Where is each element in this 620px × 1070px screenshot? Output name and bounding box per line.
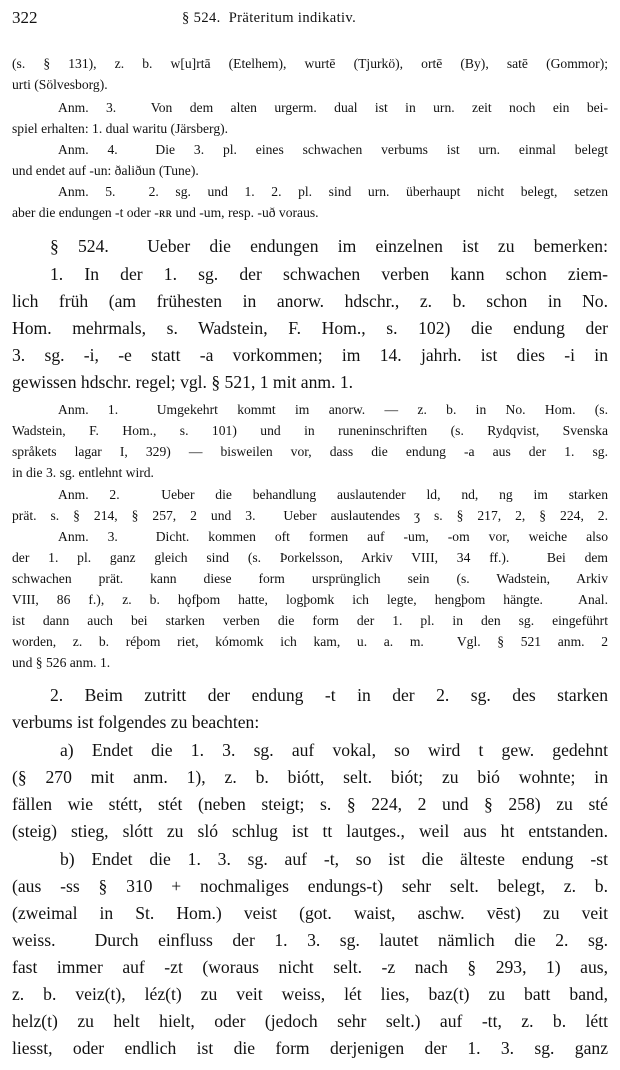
- running-title: § 524. Präteritum indikativ.: [182, 10, 357, 26]
- text-line: Anm. 3. Dicht. kommen oft formen auf -um, -om vor, weiche also: [58, 529, 608, 544]
- text-line: Anm. 5. 2. sg. und 1. 2. pl. sind urn. überhaupt nicht belegt, setzen: [58, 184, 608, 199]
- text-line: worden, z. b. réþom riet, kómomk ich kam, u. a. m. Vgl. § 521 anm. 2: [12, 634, 608, 649]
- text-line: § 524. Ueber die endungen im einzelnen ist zu bemerken:: [50, 236, 608, 256]
- text-line: Wadstein, F. Hom., s. 101) und in runeninschriften (s. Rydqvist, Svenska: [12, 423, 608, 438]
- text-line: 1. In der 1. sg. der schwachen verben kann schon ziem-: [50, 264, 608, 284]
- text-line: fällen wie stétt, stét (neben steigt; s. § 224, 2 und § 258) zu sté: [12, 794, 608, 814]
- text-line: (s. § 131), z. b. w[u]rtā (Etelhem), wurtē (Tjurkö), ortē (By), satē (Gommor);: [12, 56, 608, 71]
- text-line: 3. sg. -i, -e statt -a vorkommen; im 14. jahrh. ist dies -i in: [12, 345, 608, 365]
- text-line: (steig) stieg, slótt zu sló schlug ist tt lautges., weil aus ht entstanden.: [12, 821, 608, 841]
- text-line: gewissen hdschr. regel; vgl. § 521, 1 mit anm. 1.: [12, 372, 354, 392]
- text-line: (§ 270 mit anm. 1), z. b. biótt, selt. biót; zu bió wohnte; in: [12, 767, 608, 787]
- text-line: und endet auf -un: ðaliðun (Tune).: [12, 163, 199, 178]
- text-line: (aus -ss § 310 + nochmaliges endungs-t) sehr selt. belegt, z. b.: [12, 876, 608, 896]
- text-line: fast immer auf -zt (woraus nicht selt. -z nach § 293, 1) aus,: [12, 957, 608, 977]
- text-line: b) Endet die 1. 3. sg. auf -t, so ist die älteste endung -st: [60, 849, 608, 869]
- text-line: Anm. 4. Die 3. pl. eines schwachen verbums ist urn. einmal belegt: [58, 142, 608, 157]
- text-line: a) Endet die 1. 3. sg. auf vokal, so wird t gew. gedehnt: [60, 740, 608, 760]
- text-line: Anm. 3. Von dem alten urgerm. dual ist in urn. zeit noch ein bei-: [58, 100, 608, 115]
- text-line: verbums ist folgendes zu beachten:: [12, 712, 260, 732]
- text-line: schwachen prät. kann diese form ursprünglich sein (s. Wadstein, Arkiv: [12, 571, 608, 586]
- page-header: [12, 8, 608, 32]
- text-line: Hom. mehrmals, s. Wadstein, F. Hom., s. 102) die endung der: [12, 318, 608, 338]
- text-line: prät. s. § 214, § 257, 2 und 3. Ueber auslautendes ʒ s. § 217, 2, § 224, 2.: [12, 508, 608, 523]
- text-line: und § 526 anm. 1.: [12, 655, 111, 670]
- text-line: in die 3. sg. entlehnt wird.: [12, 465, 154, 480]
- page-number: 322: [12, 8, 38, 27]
- text-line: liesst, oder endlich ist die form derjenigen der 1. 3. sg. ganz: [12, 1038, 608, 1058]
- text-line: aber die endungen -t oder -ʀʀ und -um, resp. -uð voraus.: [12, 205, 319, 220]
- text-line: weiss. Durch einfluss der 1. 3. sg. lautet nämlich die 2. sg.: [12, 930, 608, 950]
- text-line: språkets lagar I, 329) — bisweilen vor, dass die endung -a aus der 1. sg.: [12, 444, 608, 459]
- text-line: z. b. veiz(t), léz(t) zu veit weiss, lét lies, baz(t) zu batt band,: [12, 984, 608, 1004]
- text-line: lich früh (am frühesten in anorw. hdschr., z. b. schon in No.: [12, 291, 608, 311]
- text-line: VIII, 86 f.), z. b. hǫfþom hatte, logþomk ich legte, hengþom hängte. Anal.: [12, 592, 608, 607]
- text-line: spiel erhalten: 1. dual waritu (Järsberg).: [12, 121, 229, 136]
- text-line: der 1. pl. ganz gleich sind (s. Þorkelsson, Arkiv VIII, 34 ff.). Bei dem: [12, 550, 608, 565]
- text-line: ist dann auch bei starken verben die form der 1. pl. in den sg. eingeführt: [12, 613, 608, 628]
- text-line: Anm. 2. Ueber die behandlung auslautender ld, nd, ng im starken: [58, 487, 608, 502]
- text-line: (zweimal in St. Hom.) veist (got. waist, aschw. vēst) zu veit: [12, 903, 608, 923]
- text-line: urti (Sölvesborg).: [12, 77, 108, 92]
- text-line: Anm. 1. Umgekehrt kommt im anorw. — z. b. in No. Hom. (s.: [58, 402, 608, 417]
- text-line: 2. Beim zutritt der endung -t in der 2. sg. des starken: [50, 685, 608, 705]
- text-line: helz(t) zu helt hielt, oder (jedoch sehr selt.) auf -tt, z. b. létt: [12, 1011, 608, 1031]
